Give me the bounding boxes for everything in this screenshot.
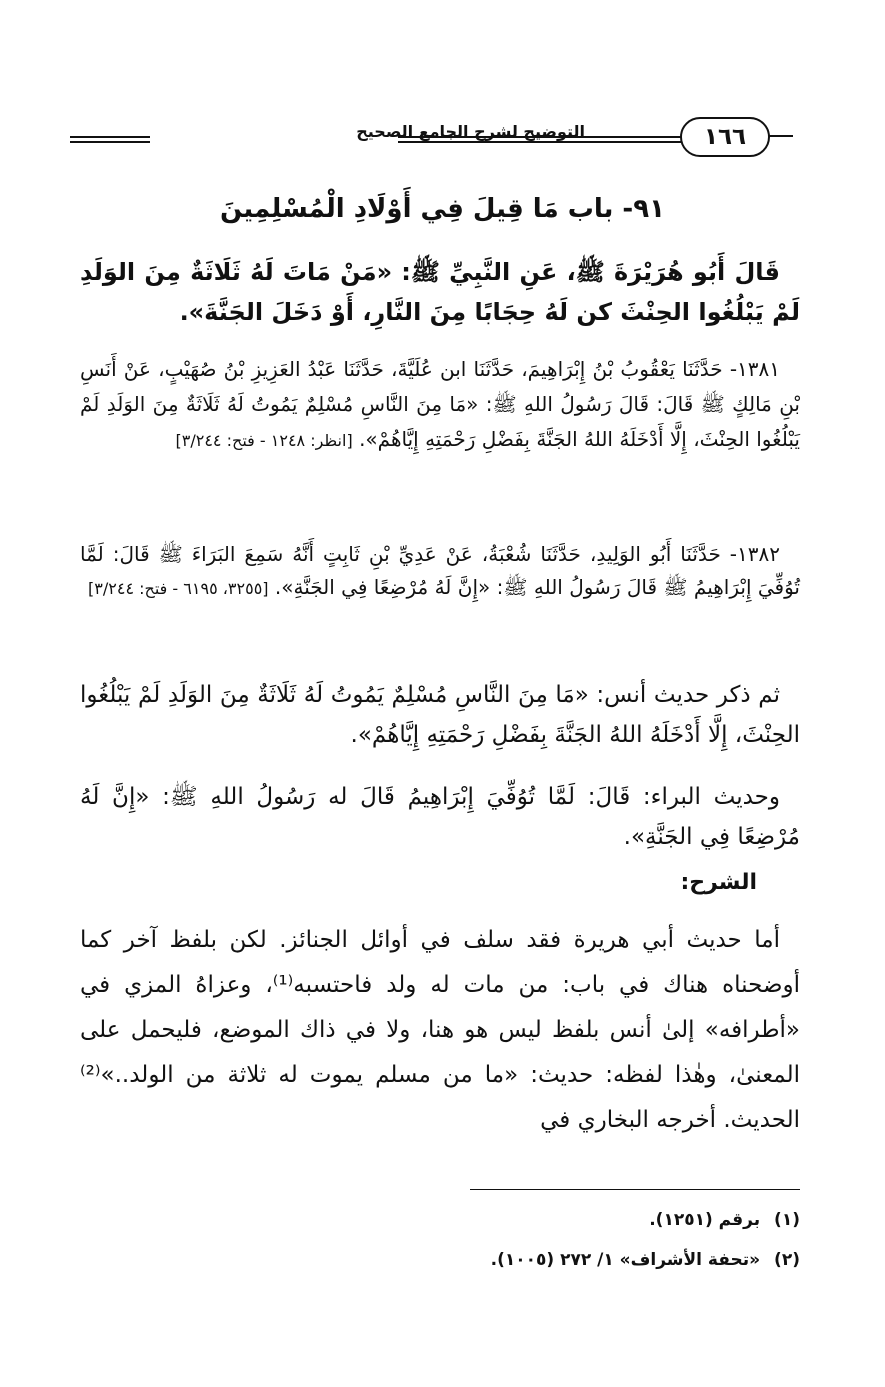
footnote-2 xyxy=(80,1250,800,1270)
footnote-separator xyxy=(470,1189,800,1190)
main-hadith: قَالَ أَبُو هُرَيْرَةَ ﷺ، عَنِ النَّبِيِّ ﷺ: «مَنْ مَاتَ لَهُ ثَلَاثَةٌ مِنَ الوَلَدِ لَمْ يَبْلُغُوا الحِنْثَ كن لَهُ حِجَابًا مِنَ النَّارِ، أَوْ دَخَلَ الجَنَّةَ». xyxy=(80,258,800,326)
paragraph-anas: ثم ذكر حديث أنس: «مَا مِنَ النَّاسِ مُسْلِمٌ يَمُوتُ لَهُ ثَلَاثَةٌ مِنَ الوَلَدِ لَمْ يَبْلُغُوا الحِنْثَ، إِلَّا أَدْخَلَهُ اللهُ الجَنَّةَ بِفَضْلِ رَحْمَتِهِ إِيَّاهُمْ». xyxy=(80,682,800,748)
sharh-paragraph: أما حديث أبي هريرة فقد سلف في أوائل الجنائز. لكن بلفظ آخر كما أوضحناه هناك في باب: من مات له ولد فاحتسبه⁽¹⁾، وعزاهُ المزي في «أطرافه» إلىٰ أنس بلفظ ليس هو هنا، ولا في ذاك الموضع، فليحمل على المعنىٰ، وهٰذا لفظه: حديث: «ما من مسلم يموت له ثلاثة من الولد..»⁽²⁾ الحديث. أخرجه البخاري في xyxy=(80,927,800,1133)
narration-1381-ref: [انظر: ١٢٤٨ - فتح: ٣/٢٤٤] xyxy=(175,431,353,450)
sharh-label: الشرح: xyxy=(680,870,757,895)
footnote-text: «تحفة الأشراف» ١/ ٢٧٢ (١٠٠٥). xyxy=(490,1250,761,1270)
header-rule-mid xyxy=(398,136,682,138)
header-rule-left-2 xyxy=(70,141,150,143)
chapter-heading: ٩١- باب مَا قِيلَ فِي أَوْلَادِ الْمُسْلِمِينَ xyxy=(220,194,665,224)
header-rule-left xyxy=(70,136,150,138)
narration-1382-text: ١٣٨٢- حَدَّثَنَا أَبُو الوَلِيدِ، حَدَّثَنَا شُعْبَةُ، عَنْ عَدِيِّ بْنِ ثَابِتٍ أَنَّهُ سَمِعَ البَرَاءَ ﷺ قَالَ: لَمَّا تُوُفِّيَ إِبْرَاهِيمُ ﷺ قَالَ رَسُولُ اللهِ ﷺ: «إِنَّ لَهُ مُرْضِعًا فِي الجَنَّةِ». xyxy=(80,542,800,599)
page-number: ١٦٦ xyxy=(703,124,747,150)
footnote-text: برقم (١٢٥١). xyxy=(649,1210,761,1230)
footnote-number: (٢) xyxy=(774,1250,800,1270)
badge-tail-rule xyxy=(769,135,793,137)
footnote-1 xyxy=(80,1210,800,1230)
narration-1381-text: ١٣٨١- حَدَّثَنَا يَعْقُوبُ بْنُ إِبْرَاهِيمَ، حَدَّثَنَا ابن عُلَيَّةَ، حَدَّثَنَا عَبْدُ العَزِيزِ بْنُ صُهَيْبٍ، عَنْ أَنَسِ بْنِ مَالِكٍ ﷺ قَالَ: قَالَ رَسُولُ اللهِ ﷺ: «مَا مِنَ النَّاسِ مُسْلِمٌ يَمُوتُ لَهُ ثَلَاثَةٌ مِنَ الوَلَدِ لَمْ يَبْلُغُوا الحِنْثَ، إِلَّا أَدْخَلَهُ اللهُ الجَنَّةَ بِفَضْلِ رَحْمَتِهِ إِيَّاهُمْ». xyxy=(80,357,800,451)
page-number-badge xyxy=(680,117,770,157)
header-rule-mid-2 xyxy=(398,141,682,143)
running-title: التوضيح لشرح الجامع الصحيح xyxy=(356,122,585,141)
narration-1382-ref: [٣٢٥٥، ٦١٩٥ - فتح: ٣/٢٤٤] xyxy=(88,579,269,598)
narration-1381 xyxy=(80,352,800,458)
paragraph-baraa: وحديث البراء: قَالَ: لَمَّا تُوُفِّيَ إِبْرَاهِيمُ قَالَ له رَسُولُ اللهِ ﷺ: «إِنَّ لَهُ مُرْضِعًا فِي الجَنَّةِ». xyxy=(80,784,800,850)
narration-1382 xyxy=(80,538,800,605)
footnote-number: (١) xyxy=(774,1210,800,1230)
